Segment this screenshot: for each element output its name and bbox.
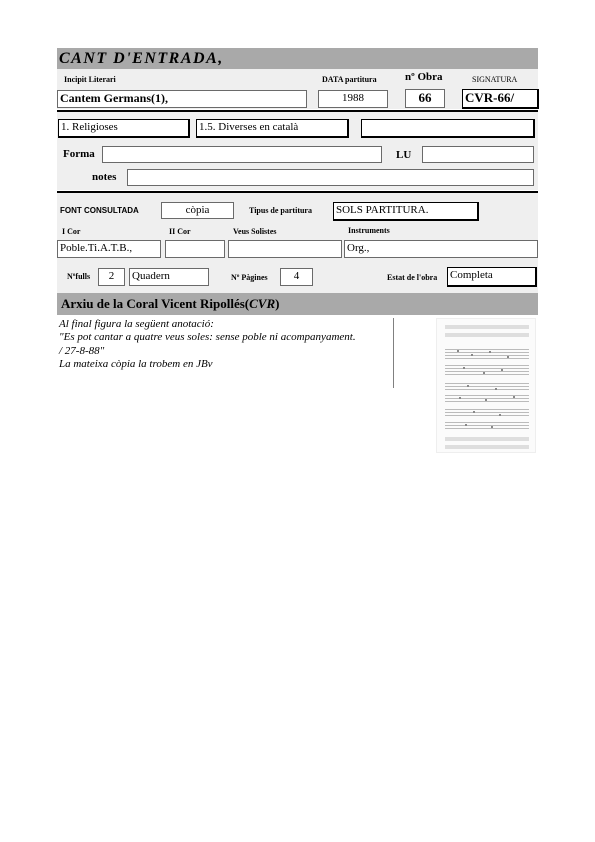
forma-label: Forma bbox=[63, 148, 95, 160]
ii-cor-label: II Cor bbox=[169, 227, 191, 236]
category-1-field[interactable]: 1. Religioses bbox=[58, 119, 190, 138]
note-line-4: La mateixa còpia la trobem en JBv bbox=[59, 358, 213, 370]
category-3-field[interactable] bbox=[361, 119, 535, 138]
data-partitura-label: DATA partitura bbox=[322, 75, 377, 84]
n-pagines-label: Nº Pàgines bbox=[231, 273, 268, 282]
i-cor-label: I Cor bbox=[62, 227, 81, 236]
format-field[interactable]: Quadern bbox=[129, 268, 209, 286]
archive-title-prefix: Arxiu de la Coral Vicent Ripollés( bbox=[61, 296, 250, 311]
font-consultada-field[interactable]: còpia bbox=[161, 202, 234, 219]
signatura-field[interactable]: CVR-66/ bbox=[462, 89, 539, 109]
tipus-partitura-field[interactable]: SOLS PARTITURA. bbox=[333, 202, 479, 221]
incipit-field[interactable]: Cantem Germans(1), bbox=[57, 90, 307, 108]
n-obra-label: nº Obra bbox=[405, 71, 443, 83]
vertical-separator bbox=[393, 318, 394, 388]
archive-title-abbr: CVR bbox=[249, 296, 276, 311]
n-fulls-label: Nºfulls bbox=[67, 272, 91, 281]
score-thumbnail[interactable] bbox=[436, 318, 536, 453]
data-partitura-field[interactable]: 1988 bbox=[318, 90, 388, 108]
incipit-label: Incipit Literari bbox=[64, 75, 116, 84]
lu-field[interactable] bbox=[422, 146, 534, 163]
n-pagines-field[interactable]: 4 bbox=[280, 268, 313, 286]
veus-solistes-label: Veus Solistes bbox=[233, 227, 277, 236]
note-line-2: "Es pot cantar a quatre veus soles: sense poble ni acompanyament. bbox=[59, 331, 356, 343]
instruments-label: Instruments bbox=[348, 226, 390, 235]
i-cor-field[interactable]: Poble.Ti.A.T.B., bbox=[57, 240, 161, 258]
signatura-label: SIGNATURA bbox=[472, 75, 518, 84]
estat-obra-label: Estat de l'obra bbox=[387, 273, 438, 282]
font-consultada-label: FONT CONSULTADA bbox=[60, 206, 139, 215]
instruments-field[interactable]: Org., bbox=[344, 240, 538, 258]
veus-solistes-field[interactable] bbox=[228, 240, 342, 258]
notes-label: notes bbox=[92, 171, 117, 183]
note-line-1: Al final figura la següent anotació: bbox=[59, 318, 214, 330]
ii-cor-field[interactable] bbox=[165, 240, 225, 258]
category-2-field[interactable]: 1.5. Diverses en català bbox=[196, 119, 349, 138]
tipus-partitura-label: Tipus de partitura bbox=[249, 206, 312, 215]
n-obra-field[interactable]: 66 bbox=[405, 89, 445, 108]
n-fulls-field[interactable]: 2 bbox=[98, 268, 125, 286]
forma-field[interactable] bbox=[102, 146, 382, 163]
estat-obra-field[interactable]: Completa bbox=[447, 267, 537, 287]
notes-field[interactable] bbox=[127, 169, 534, 186]
archive-title bbox=[61, 293, 280, 315]
page-title: CANT D'ENTRADA, bbox=[59, 50, 224, 67]
archive-title-suffix: ) bbox=[275, 296, 280, 311]
lu-label: LU bbox=[396, 149, 412, 161]
note-line-3: / 27-8-88" bbox=[59, 345, 105, 357]
